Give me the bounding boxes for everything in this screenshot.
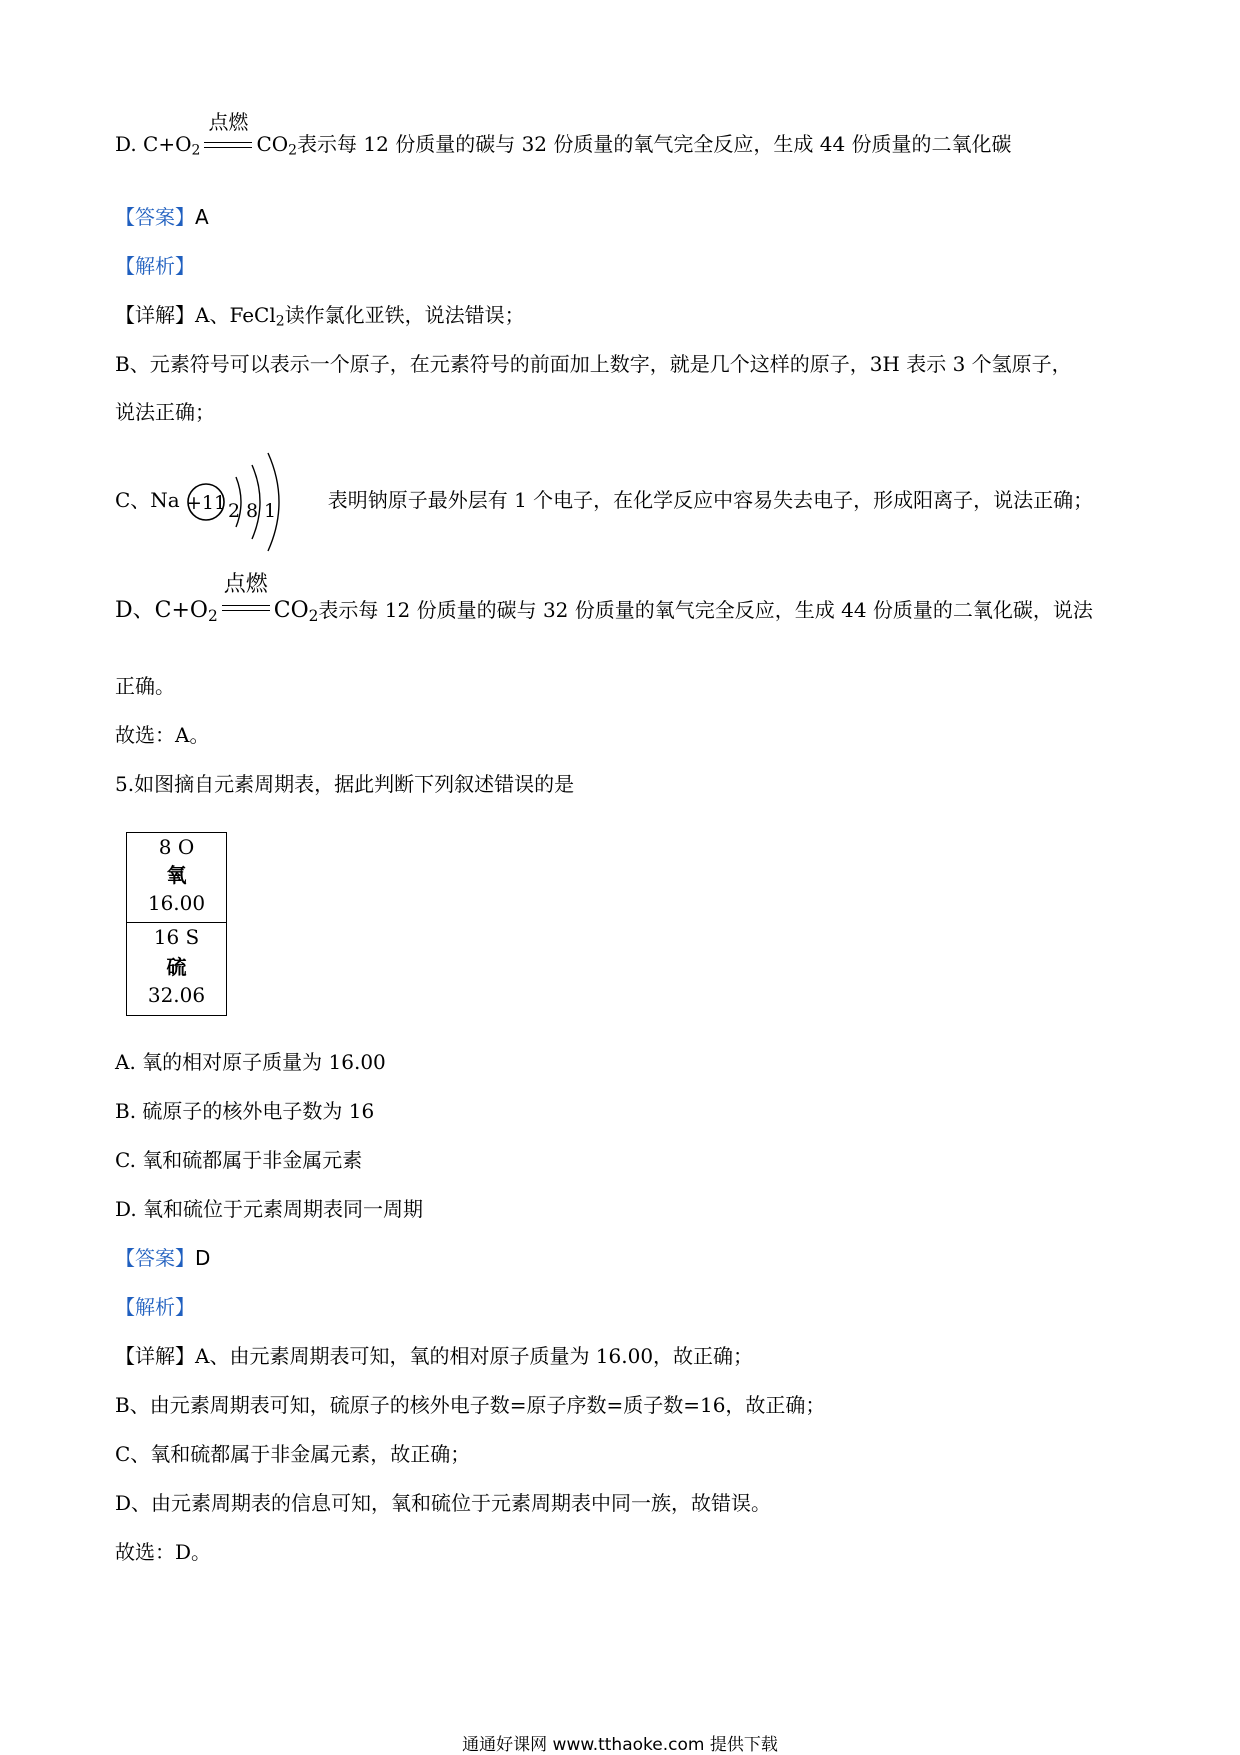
oxygen-name: 氧 [166, 863, 187, 887]
q4-choose: 故选：A。 [115, 723, 210, 747]
q5-choose: 故选：D。 [115, 1540, 212, 1564]
sulfur-number-symbol: 16 S [153, 925, 200, 949]
q4-detail-b-cont: 说法正确； [115, 400, 215, 424]
q5-option-d: D. 氧和硫位于元素周期表同一周期 [115, 1197, 424, 1221]
nucleus-charge: +11 [185, 491, 226, 514]
q4-detail-c: C、Na +11 2 8 1 表明钠原子最外层有 1 个电子，在化学反应中容易失去电子，形成阳离子，说法正确； [115, 445, 1093, 555]
q5-analysis [115, 1293, 195, 1321]
q4-option-d: D. $C+O_2$ 点燃 $CO_2$表示每 12 份质量的碳与 32 份质量的氧气完全反应，生成 44 份质量的二氧化碳 [115, 109, 1012, 159]
q5-detail-c: C、氧和硫都属于非金属元素，故正确； [115, 1442, 471, 1466]
detail-tag: 【详解】 [115, 303, 195, 327]
q4-analysis [115, 252, 195, 280]
oxygen-mass: 16.00 [147, 891, 206, 915]
q5-answer [115, 1244, 210, 1272]
q5-stem: 5.如图摘自元素周期表，据此判断下列叙述错误的是 [115, 772, 575, 796]
answer-value: D [195, 1246, 211, 1270]
q5-detail-d: D、由元素周期表的信息可知，氧和硫位于元素周期表中同一族，故错误。 [115, 1491, 772, 1515]
shell-electrons-3: 1 [263, 499, 276, 522]
q4-detail-d: D、$C+O_2$ 点燃 $CO_2$表示每 12 份质量的碳与 32 份质量的氧气完全反应，生成 44 份质量的二氧化碳，说法 [115, 572, 1093, 625]
q4-answer [115, 203, 209, 231]
detail-tag: 【详解】 [115, 1344, 195, 1368]
sulfur-name: 硫 [166, 955, 187, 979]
q5-option-a: A. 氧的相对原子质量为 16.00 [115, 1050, 386, 1074]
reaction-condition: 点燃 [220, 597, 272, 625]
analysis-tag: 【解析】 [115, 1295, 195, 1319]
page-footer: 通通好课网 www.tthaoke.com 提供下载 [462, 1735, 778, 1755]
q5-option-b: B. 硫原子的核外电子数为 16 [115, 1099, 375, 1123]
sulfur-mass: 32.06 [147, 983, 206, 1007]
q5-option-c: C. 氧和硫都属于非金属元素 [115, 1148, 363, 1172]
answer-tag: 【答案】 [115, 1246, 195, 1270]
option-label: D. [115, 132, 137, 156]
q4-detail-b: B、元素符号可以表示一个原子，在元素符号的前面加上数字，就是几个这样的原子，3H 表示 3 个氢原子， [115, 352, 1072, 376]
q5-detail-a: 【详解】A、由元素周期表可知，氧的相对原子质量为 16.00，故正确； [115, 1344, 754, 1368]
periodic-table-excerpt [126, 832, 227, 1016]
answer-value: A [195, 205, 209, 229]
analysis-tag: 【解析】 [115, 254, 195, 278]
shell-electrons-2: 8 [245, 499, 258, 522]
q4-detail-a: 【详解】A、FeCl$_2$读作氯化亚铁，说法错误； [115, 303, 525, 330]
sodium-atom-diagram [184, 447, 324, 557]
oxygen-number-symbol: 8 O [158, 835, 195, 859]
answer-tag: 【答案】 [115, 205, 195, 229]
q4-detail-d-cont: 正确。 [115, 674, 175, 698]
reaction-condition: 点燃 [202, 132, 254, 160]
shell-electrons-1: 2 [227, 499, 240, 522]
q5-detail-b: B、由元素周期表可知，硫原子的核外电子数=原子序数=质子数=16，故正确； [115, 1393, 826, 1417]
